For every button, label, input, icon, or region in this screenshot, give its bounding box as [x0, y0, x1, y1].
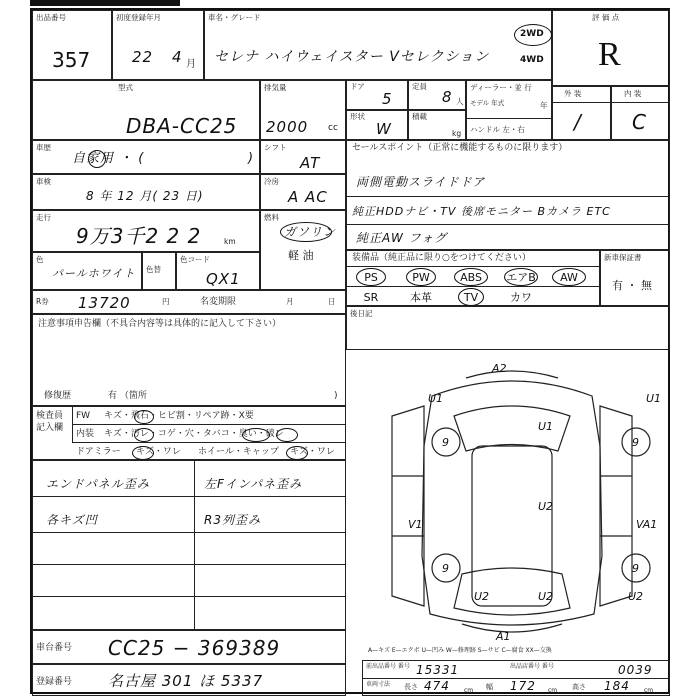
interior-label: 内 装: [624, 89, 642, 98]
model-year-label: モデル 年式: [470, 99, 505, 107]
mark-9-rl: 9: [442, 562, 449, 575]
car-class-value: 自家用 ・ (: [72, 151, 145, 166]
name-change-label: 名変期限: [200, 297, 237, 307]
mark-u2-rr: U2: [628, 590, 644, 603]
drive-2wd-circle: [514, 24, 552, 46]
sales-point-3: 純正AW フォグ: [356, 231, 448, 245]
damage-legend: A—キズ E—エクボ U—凹み W—修理跡 S—サビ C—腐食 XX—交換: [368, 647, 552, 654]
exterior-value: /: [574, 110, 582, 134]
interior-text: キズ・汚レ・コゲ・穴・タバコ・臭い・破レ: [104, 429, 284, 439]
mileage-unit: km: [224, 237, 236, 246]
sales-points-label: セールスポイント（正常に機能するものに限ります）: [352, 143, 568, 153]
inspector-label-1: 検査員: [36, 411, 64, 421]
displacement-label: 排気量: [264, 83, 287, 92]
width-unit: cm: [548, 687, 558, 694]
session-label: 出品店番号 番号: [510, 663, 554, 670]
recycle-label: R券: [36, 297, 49, 306]
shift-value: AT: [300, 154, 321, 172]
width-value: 172: [510, 679, 536, 693]
load-label: 積載: [412, 112, 427, 121]
mark-9-rr: 9: [632, 562, 639, 575]
equip-abs: ABS: [460, 271, 482, 284]
mark-v1-left: V1: [408, 518, 423, 531]
exterior-label: 外 装: [564, 89, 582, 98]
mark-va1-right: VA1: [636, 518, 658, 531]
plate-label: 登録番号: [36, 677, 73, 687]
mark-u1-left: U1: [428, 392, 444, 405]
auction-sheet: [30, 8, 670, 694]
height-label: 高さ: [572, 683, 586, 691]
inspection-label: 車検: [36, 177, 51, 186]
after-note-label: 後日記: [350, 309, 373, 318]
fuel-value: ガソリン: [284, 225, 337, 239]
mark-a1: A1: [496, 630, 511, 643]
after-note-box: [346, 306, 670, 350]
month-unit: 月: [186, 59, 196, 70]
new-car-value: 有 ・ 無: [612, 279, 652, 292]
remark-1: エンドパネル歪み: [46, 477, 150, 491]
year-unit: 年: [540, 101, 548, 110]
left-side-outline: [392, 406, 424, 606]
model-label: 車名・グレード: [208, 13, 261, 22]
car-damage-diagram: [362, 356, 662, 646]
shape-label: 形状: [350, 112, 365, 121]
score-value: R: [598, 36, 622, 73]
remark-2: 左Fインパネ歪み: [204, 477, 303, 491]
inspection-value: 8 年 12 月( 23 日): [86, 189, 204, 203]
lot-number: 357: [52, 48, 91, 72]
length-unit: cm: [464, 687, 474, 694]
auction-value: 15331: [416, 663, 460, 677]
header-bar: [30, 0, 180, 6]
front-bumper: [466, 371, 558, 378]
repair-label: 修復歴: [44, 391, 72, 401]
dealer-label: ディーラー・並 行: [470, 83, 532, 92]
car-class-close: ): [248, 151, 255, 166]
plate-value: 名古屋 301 ほ 5337: [108, 672, 264, 690]
first-reg-year: 22: [132, 48, 154, 66]
wheel-label: ホイール・キャップ: [198, 447, 279, 457]
mark-a2: A2: [492, 362, 507, 375]
fuel-alt: 軽 油: [288, 249, 314, 262]
height-unit: cm: [644, 687, 654, 694]
equip-tv: TV: [463, 291, 479, 304]
drive-2wd: 2WD: [520, 29, 544, 39]
sales-point-1: 両側電動スライドドア: [356, 175, 486, 189]
body-outline: [422, 381, 602, 625]
mirror-label: ドアミラー: [76, 447, 121, 457]
color-code-label: 色コード: [180, 255, 210, 264]
car-class-box: [32, 140, 260, 174]
lot-label: 出品番号: [36, 13, 66, 22]
height-value: 184: [604, 679, 630, 693]
mark-9-fr: 9: [632, 436, 639, 449]
mark-u2-center: U2: [538, 500, 554, 513]
capacity-unit: 人: [456, 97, 464, 106]
drive-4wd: 4WD: [520, 55, 544, 65]
type-label: 型式: [118, 83, 133, 92]
doors-label: ドア: [350, 82, 365, 91]
recycle-value: 13720: [78, 294, 131, 312]
roof-outline: [472, 446, 552, 606]
load-unit: kg: [452, 129, 462, 138]
color-code-value: QX1: [206, 270, 241, 288]
repair-value: 有 （箇所: [108, 391, 147, 401]
sales-point-2: 純正HDDナビ・TV 後席モニター Bカメラ ETC: [352, 205, 611, 218]
recycle-unit: 円: [162, 297, 170, 306]
repair-close: ): [334, 391, 338, 401]
inspector-label-2: 記入欄: [36, 423, 64, 433]
repaint-label: 色替: [146, 265, 161, 274]
score-label: 評 価 点: [592, 13, 620, 22]
mark-u1-right: U1: [646, 392, 662, 405]
mirror-text: キズ・ワレ: [136, 447, 181, 457]
mark-9-fl: 9: [442, 436, 449, 449]
interior-label: 内装: [76, 429, 95, 439]
equip-sr: SR: [363, 291, 379, 304]
name-change-day: 日: [328, 297, 336, 306]
displacement-unit: cc: [328, 123, 338, 133]
car-class-label: 車歴: [36, 143, 51, 152]
mileage-value: 9万3千2 2 2: [76, 224, 202, 248]
remark-4: R3列歪み: [204, 513, 261, 527]
color-label: 色: [36, 255, 44, 264]
equip-ps: PS: [364, 271, 378, 284]
equip-pw: PW: [412, 271, 430, 284]
handle-label: ハンドル 左・右: [470, 125, 525, 134]
ac-value: A AC: [288, 188, 328, 206]
mark-u2-rear: U2: [538, 590, 554, 603]
color-value: パールホワイト: [52, 267, 136, 280]
auction-label: 前出品番号 番号: [366, 663, 410, 670]
chassis-value: CC25 − 369389: [108, 636, 281, 660]
right-side-outline: [600, 406, 632, 606]
shape-value: W: [376, 120, 392, 138]
session-value: 0039: [618, 663, 653, 677]
equipment-label: 装備品（純正品に限り○をつけてください）: [352, 253, 531, 263]
displacement-value: 2000: [266, 118, 309, 136]
equip-leather: 本革: [410, 291, 432, 304]
width-label: 幅: [486, 683, 493, 691]
doors-value: 5: [382, 90, 393, 108]
type-value: DBA-CC25: [126, 114, 238, 138]
notes-label: 注意事項申告欄（不具合内容等は具体的に記入して下さい）: [38, 319, 282, 329]
equip-aw: AW: [560, 271, 578, 284]
equip-kawa: カワ: [510, 291, 532, 304]
interior-value: C: [632, 110, 647, 134]
fw-text: キズ・飛石・ヒビ割・リペア跡・X要: [104, 411, 254, 421]
ac-label: 冷房: [264, 177, 279, 186]
new-car-label: 新車保証書: [604, 253, 642, 262]
length-label: 長さ: [404, 683, 418, 691]
chassis-label: 車台番号: [36, 643, 73, 653]
name-change-month: 月: [286, 297, 294, 306]
first-reg-label: 初度登録年月: [116, 13, 161, 22]
remark-3: 各キズ凹: [46, 513, 98, 527]
equip-airbag: エアB: [506, 271, 536, 284]
mark-u1-center: U1: [538, 420, 554, 433]
first-reg-month: 4: [172, 48, 183, 66]
capacity-value: 8: [442, 88, 453, 106]
dims-label: 車両寸法: [366, 681, 391, 688]
capacity-label: 定員: [412, 82, 427, 91]
mark-u2-rl: U2: [474, 590, 490, 603]
wheel-text: キズ・ワレ: [290, 447, 335, 457]
model-name: セレナ ハイウェイスター Vセレクション: [214, 49, 490, 65]
length-value: 474: [424, 679, 450, 693]
fuel-label: 燃料: [264, 213, 279, 222]
mileage-label: 走行: [36, 213, 51, 222]
shift-label: シフト: [264, 143, 287, 152]
fw-label: FW: [76, 411, 91, 421]
